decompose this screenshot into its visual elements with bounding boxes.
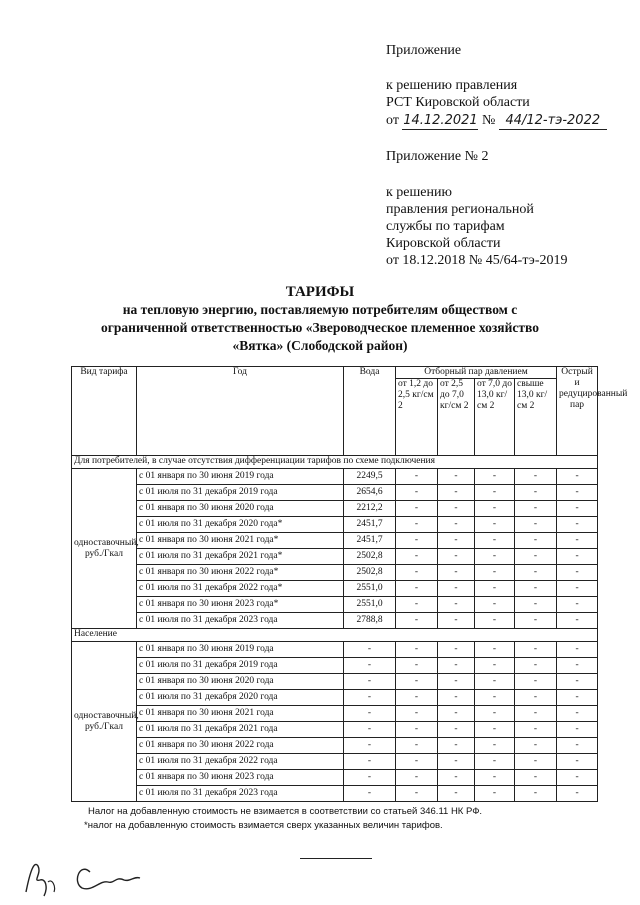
document-subtitle-line: ограниченной ответственностью «Звероводческое племенное хозяйство — [101, 320, 539, 335]
steam-tariff-cell: - — [475, 674, 515, 690]
steam-tariff-cell: - — [475, 706, 515, 722]
steam-tariff-cell: - — [515, 469, 557, 485]
steam-tariff-cell: - — [515, 674, 557, 690]
steam-tariff-cell: - — [396, 469, 438, 485]
steam-tariff-cell: - — [475, 517, 515, 533]
steam-tariff-cell: - — [438, 613, 475, 629]
table-row — [72, 786, 598, 802]
period-cell: с 01 января по 30 июня 2022 года* — [137, 565, 344, 581]
steam-tariff-cell: - — [438, 485, 475, 501]
steam-tariff-cell: - — [396, 565, 438, 581]
appendix2-title: Приложение № 2 — [386, 149, 489, 164]
steam-tariff-cell: - — [515, 722, 557, 738]
water-tariff-cell: - — [344, 642, 396, 658]
steam-tariff-cell: - — [557, 517, 598, 533]
section-title-population: Население — [72, 629, 598, 642]
table-row — [72, 658, 598, 674]
period-cell: с 01 января по 30 июня 2019 года — [137, 642, 344, 658]
water-tariff-cell: - — [344, 706, 396, 722]
water-tariff-cell: - — [344, 754, 396, 770]
steam-tariff-cell: - — [396, 706, 438, 722]
water-tariff-cell: 2551,0 — [344, 581, 396, 597]
steam-tariff-cell: - — [557, 690, 598, 706]
steam-tariff-cell: - — [515, 690, 557, 706]
table-row — [72, 722, 598, 738]
steam-tariff-cell: - — [515, 738, 557, 754]
steam-tariff-cell: - — [475, 533, 515, 549]
steam-tariff-cell: - — [396, 597, 438, 613]
steam-tariff-cell: - — [475, 722, 515, 738]
steam-tariff-cell: - — [438, 469, 475, 485]
handwritten-date: 14.12.2021 — [403, 113, 478, 128]
number-prefix: № — [481, 113, 496, 128]
appendix2-line: службы по тарифам — [386, 219, 505, 234]
period-cell: с 01 июля по 31 декабря 2021 года* — [137, 549, 344, 565]
steam-tariff-cell: - — [475, 581, 515, 597]
steam-tariff-cell: - — [475, 642, 515, 658]
tariff-unit: одноставочный, руб./Гкал — [72, 469, 137, 629]
steam-tariff-cell: - — [515, 642, 557, 658]
steam-tariff-cell: - — [475, 469, 515, 485]
steam-tariff-cell: - — [515, 581, 557, 597]
steam-tariff-cell: - — [438, 674, 475, 690]
steam-tariff-cell: - — [557, 738, 598, 754]
steam-tariff-cell: - — [396, 517, 438, 533]
steam-tariff-cell: - — [396, 674, 438, 690]
table-row — [72, 613, 598, 629]
steam-tariff-cell: - — [438, 597, 475, 613]
steam-tariff-cell: - — [515, 597, 557, 613]
steam-tariff-cell: - — [515, 533, 557, 549]
header-water: Вода — [344, 367, 396, 456]
water-tariff-cell: 2451,7 — [344, 533, 396, 549]
appendix2-line: Кировской области — [386, 236, 501, 251]
steam-tariff-cell: - — [515, 565, 557, 581]
steam-tariff-cell: - — [396, 581, 438, 597]
steam-tariff-cell: - — [475, 786, 515, 802]
steam-tariff-cell: - — [438, 690, 475, 706]
signature-line — [300, 858, 372, 859]
period-cell: с 01 июля по 31 декабря 2019 года — [137, 485, 344, 501]
appendix2-line: к решению — [386, 185, 452, 200]
section-title-consumers: Для потребителей, в случае отсутствия дифференциации тарифов по схеме подключения — [72, 456, 598, 469]
table-row — [72, 754, 598, 770]
steam-tariff-cell: - — [475, 501, 515, 517]
steam-tariff-cell: - — [396, 642, 438, 658]
appendix-title: Приложение — [386, 43, 462, 58]
steam-tariff-cell: - — [438, 658, 475, 674]
steam-tariff-cell: - — [438, 501, 475, 517]
header-steam-2: от 2,5 до 7,0 кг/см 2 — [438, 379, 475, 456]
steam-tariff-cell: - — [557, 501, 598, 517]
table-row — [72, 549, 598, 565]
appendix-decision-line2: РСТ Кировской области — [386, 95, 530, 110]
steam-tariff-cell: - — [557, 549, 598, 565]
period-cell: с 01 января по 30 июня 2019 года — [137, 469, 344, 485]
steam-tariff-cell: - — [396, 658, 438, 674]
period-cell: с 01 января по 30 июня 2020 года — [137, 674, 344, 690]
steam-tariff-cell: - — [557, 581, 598, 597]
steam-tariff-cell: - — [515, 658, 557, 674]
steam-tariff-cell: - — [396, 501, 438, 517]
table-row — [72, 565, 598, 581]
steam-tariff-cell: - — [557, 722, 598, 738]
steam-tariff-cell: - — [438, 642, 475, 658]
date-prefix: от — [386, 113, 399, 128]
table-row — [72, 533, 598, 549]
tariff-unit: одноставочный, руб./Гкал — [72, 642, 137, 802]
steam-tariff-cell: - — [396, 549, 438, 565]
period-cell: с 01 января по 30 июня 2023 года* — [137, 597, 344, 613]
water-tariff-cell: 2249,5 — [344, 469, 396, 485]
steam-tariff-cell: - — [438, 770, 475, 786]
steam-tariff-cell: - — [557, 533, 598, 549]
steam-tariff-cell: - — [515, 549, 557, 565]
water-tariff-cell: - — [344, 722, 396, 738]
water-tariff-cell: - — [344, 786, 396, 802]
header-year: Год — [137, 367, 344, 456]
period-cell: с 01 июля по 31 декабря 2023 года — [137, 786, 344, 802]
period-cell: с 01 января по 30 июня 2023 года — [137, 770, 344, 786]
document-title: ТАРИФЫ — [285, 284, 355, 300]
period-cell: с 01 января по 30 июня 2021 года — [137, 706, 344, 722]
water-tariff-cell: - — [344, 690, 396, 706]
steam-tariff-cell: - — [515, 613, 557, 629]
steam-tariff-cell: - — [557, 485, 598, 501]
steam-tariff-cell: - — [515, 754, 557, 770]
period-cell: с 01 января по 30 июня 2021 года* — [137, 533, 344, 549]
period-cell: с 01 июля по 31 декабря 2022 года — [137, 754, 344, 770]
steam-tariff-cell: - — [475, 754, 515, 770]
appendix-decision-line1: к решению правления — [386, 78, 518, 93]
steam-tariff-cell: - — [396, 770, 438, 786]
steam-tariff-cell: - — [438, 565, 475, 581]
water-tariff-cell: 2212,2 — [344, 501, 396, 517]
steam-tariff-cell: - — [557, 706, 598, 722]
steam-tariff-cell: - — [438, 517, 475, 533]
steam-tariff-cell: - — [438, 581, 475, 597]
steam-tariff-cell: - — [438, 786, 475, 802]
steam-tariff-cell: - — [438, 722, 475, 738]
steam-tariff-cell: - — [557, 565, 598, 581]
steam-tariff-cell: - — [557, 674, 598, 690]
steam-tariff-cell: - — [515, 517, 557, 533]
steam-tariff-cell: - — [396, 613, 438, 629]
steam-tariff-cell: - — [396, 485, 438, 501]
appendix2-line: от 18.12.2018 № 45/64-тэ-2019 — [386, 253, 568, 268]
appendix2-line: правления региональной — [386, 202, 534, 217]
steam-tariff-cell: - — [475, 738, 515, 754]
water-tariff-cell: 2654,6 — [344, 485, 396, 501]
note-vat-exempt: Налог на добавленную стоимость не взимается в соответствии со статьей 346.11 НК РФ. — [88, 806, 483, 817]
header-steam-3: от 7,0 до 13,0 кг/см 2 — [475, 379, 515, 456]
header-tariff-type: Вид тарифа — [72, 367, 137, 456]
steam-tariff-cell: - — [475, 565, 515, 581]
steam-tariff-cell: - — [475, 770, 515, 786]
steam-tariff-cell: - — [557, 613, 598, 629]
water-tariff-cell: - — [344, 674, 396, 690]
header-steam: Отборный пар давлением — [396, 367, 557, 379]
steam-tariff-cell: - — [515, 770, 557, 786]
steam-tariff-cell: - — [557, 642, 598, 658]
steam-tariff-cell: - — [396, 533, 438, 549]
table-row — [72, 469, 598, 485]
steam-tariff-cell: - — [557, 786, 598, 802]
steam-tariff-cell: - — [557, 469, 598, 485]
steam-tariff-cell: - — [515, 786, 557, 802]
steam-tariff-cell: - — [475, 597, 515, 613]
steam-tariff-cell: - — [475, 485, 515, 501]
water-tariff-cell: 2502,8 — [344, 565, 396, 581]
steam-tariff-cell: - — [396, 738, 438, 754]
table-row — [72, 501, 598, 517]
water-tariff-cell: - — [344, 738, 396, 754]
period-cell: с 01 июля по 31 декабря 2020 года* — [137, 517, 344, 533]
header-steam-4: свыше 13,0 кг/см 2 — [515, 379, 557, 456]
water-tariff-cell: 2451,7 — [344, 517, 396, 533]
table-row — [72, 597, 598, 613]
period-cell: с 01 июля по 31 декабря 2019 года — [137, 658, 344, 674]
table-row — [72, 706, 598, 722]
water-tariff-cell: 2502,8 — [344, 549, 396, 565]
tariff-table — [71, 366, 628, 802]
appendix-date-line — [386, 112, 607, 130]
water-tariff-cell: - — [344, 770, 396, 786]
steam-tariff-cell: - — [557, 658, 598, 674]
table-row — [72, 517, 598, 533]
steam-tariff-cell: - — [475, 549, 515, 565]
steam-tariff-cell: - — [396, 722, 438, 738]
signature-mark — [20, 852, 160, 902]
steam-tariff-cell: - — [396, 786, 438, 802]
period-cell: с 01 января по 30 июня 2022 года — [137, 738, 344, 754]
period-cell: с 01 июля по 31 декабря 2023 года — [137, 613, 344, 629]
table-row — [72, 738, 598, 754]
water-tariff-cell: 2551,0 — [344, 597, 396, 613]
steam-tariff-cell: - — [396, 690, 438, 706]
steam-tariff-cell: - — [475, 690, 515, 706]
steam-tariff-cell: - — [475, 658, 515, 674]
table-row — [72, 642, 598, 658]
document-subtitle-line: «Вятка» (Слободской район) — [232, 338, 408, 353]
period-cell: с 01 июля по 31 декабря 2022 года* — [137, 581, 344, 597]
steam-tariff-cell: - — [396, 754, 438, 770]
steam-tariff-cell: - — [438, 754, 475, 770]
steam-tariff-cell: - — [515, 501, 557, 517]
period-cell: с 01 июля по 31 декабря 2021 года — [137, 722, 344, 738]
period-cell: с 01 января по 30 июня 2020 года — [137, 501, 344, 517]
steam-tariff-cell: - — [515, 706, 557, 722]
water-tariff-cell: 2788,8 — [344, 613, 396, 629]
steam-tariff-cell: - — [438, 533, 475, 549]
header-sharp-steam: Острый и редуцированный пар — [557, 367, 598, 456]
steam-tariff-cell: - — [557, 754, 598, 770]
header-steam-1: от 1,2 до 2,5 кг/см 2 — [396, 379, 438, 456]
table-row — [72, 674, 598, 690]
table-row — [72, 770, 598, 786]
steam-tariff-cell: - — [438, 706, 475, 722]
table-row — [72, 581, 598, 597]
period-cell: с 01 июля по 31 декабря 2020 года — [137, 690, 344, 706]
steam-tariff-cell: - — [557, 597, 598, 613]
table-row — [72, 690, 598, 706]
steam-tariff-cell: - — [515, 485, 557, 501]
steam-tariff-cell: - — [557, 770, 598, 786]
water-tariff-cell: - — [344, 658, 396, 674]
steam-tariff-cell: - — [475, 613, 515, 629]
note-vat-extra: *налог на добавленную стоимость взимается сверх указанных величин тарифов. — [84, 820, 443, 831]
steam-tariff-cell: - — [438, 738, 475, 754]
table-row — [72, 485, 598, 501]
steam-tariff-cell: - — [438, 549, 475, 565]
handwritten-number: 44/12-тэ-2022 — [499, 112, 607, 130]
document-subtitle-line: на тепловую энергию, поставляемую потребителям обществом с — [122, 302, 518, 317]
